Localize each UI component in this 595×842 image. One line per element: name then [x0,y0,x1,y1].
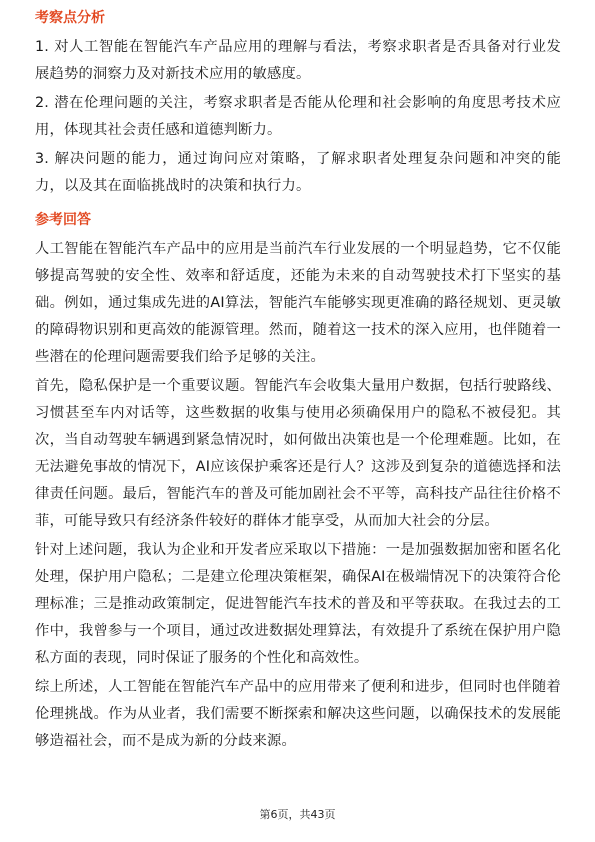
answer-heading: 参考回答 [35,212,91,228]
analysis-heading: 考察点分析 [35,10,105,26]
answer-paragraph: 人工智能在智能汽车产品中的应用是当前汽车行业发展的一个明显趋势，它不仅能够提高驾驶的安全性、效率和舒适度，还能为未来的自动驾驶技术打下坚实的基础。例如，通过集成先进的AI算法，智能汽车能够实现更准确的路径规划、更灵敏的障碍物识别和更高效的能源管理。然而，随着这一技术的深入应用，也伴随着一些潜在的伦理问题需要我们给予足够的关注。 [35,241,561,365]
answer-paragraph: 首先，隐私保护是一个重要议题。智能汽车会收集大量用户数据，包括行驶路线、习惯甚至车内对话等，这些数据的收集与使用必须确保用户的隐私不被侵犯。其次，当自动驾驶车辆遇到紧急情况时，如何做出决策也是一个伦理难题。比如，在无法避免事故的情况下，AI应该保护乘客还是行人？这涉及到复杂的道德选择和法律责任问题。最后，智能汽车的普及可能加剧社会不平等，高科技产品往往价格不菲，可能导致只有经济条件较好的群体才能享受，从而加大社会的分层。 [35,378,561,529]
answer-paragraph: 针对上述问题，我认为企业和开发者应采取以下措施：一是加强数据加密和匿名化处理，保护用户隐私；二是建立伦理决策框架，确保AI在极端情况下的决策符合伦理标准；三是推动政策制定，促进智能汽车技术的普及和平等获取。在我过去的工作中，我曾参与一个项目，通过改进数据处理算法，有效提升了系统在保护用户隐私方面的表现，同时保证了服务的个性化和高效性。 [35,542,561,666]
page-number: 第6页，共43页 [259,808,336,821]
analysis-item: 3. 解决问题的能力，通过询问应对策略，了解求职者处理复杂问题和冲突的能力，以及其在面临挑战时的决策和执行力。 [35,151,561,194]
document-body [35,8,561,755]
answer-paragraph: 综上所述，人工智能在智能汽车产品中的应用带来了便利和进步，但同时也伴随着伦理挑战。作为从业者，我们需要不断探索和解决这些问题，以确保技术的发展能够造福社会，而不是成为新的分歧来源。 [35,679,561,749]
analysis-item: 2. 潜在伦理问题的关注，考察求职者是否能从伦理和社会影响的角度思考技术应用，体现其社会责任感和道德判断力。 [35,95,561,138]
analysis-item: 1. 对人工智能在智能汽车产品应用的理解与看法，考察求职者是否具备对行业发展趋势的洞察力及对新技术应用的敏感度。 [35,39,561,82]
